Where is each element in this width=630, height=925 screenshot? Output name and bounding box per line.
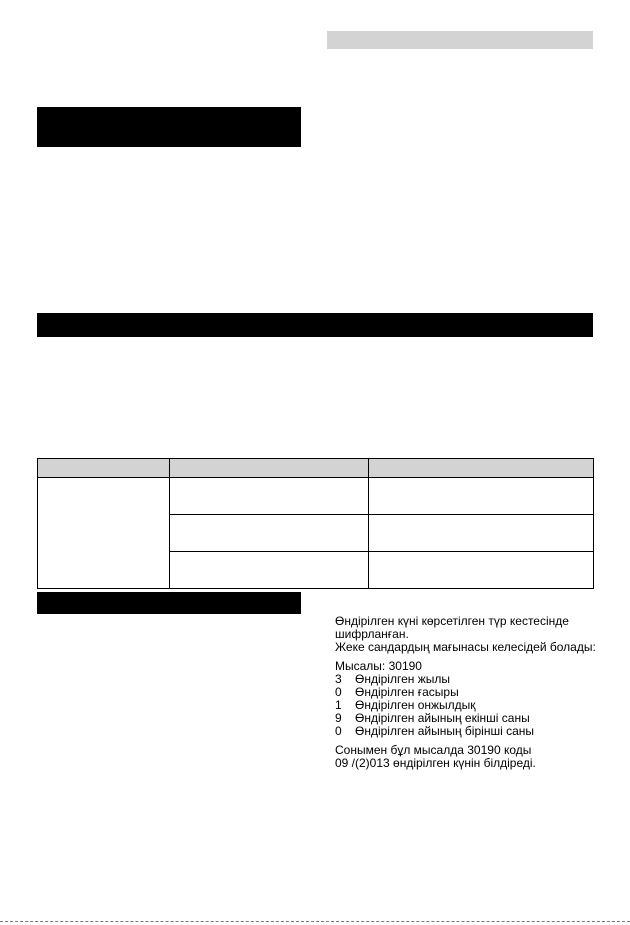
list-item-number: 9 [335,711,342,725]
table-header-cell [170,459,369,478]
list-item-label: Өндірілген онжылдық [355,698,476,712]
table-cell [369,552,594,589]
list-item-label: Өндірілген айының бірінші саны [355,724,534,738]
header-gray-bar [327,31,593,49]
redacted-heading-block [37,592,301,614]
page-cut-line [0,921,630,922]
table-header-cell [369,459,594,478]
conclusion-line: 09 /(2)013 өндірілген күнін білдіреді. [335,756,536,770]
list-item-label: Өндірілген ғасыры [355,685,459,699]
date-code-explanation [335,615,597,770]
table-cell [170,552,369,589]
list-item-number: 3 [335,672,342,686]
list-item-number: 1 [335,698,342,712]
list-item-number: 0 [335,724,342,738]
table-cell [369,478,594,515]
table-row [38,478,594,515]
table-cell [170,478,369,515]
data-table [37,458,594,589]
intro-line: Өндірілген күні көрсетілген түр кестесінде [335,614,569,628]
example-label: Мысалы: 30190 [335,659,422,673]
redacted-heading-block [37,107,301,147]
table-cell [369,515,594,552]
list-item-label: Өндірілген айының екінші саны [355,711,530,725]
list-item [335,725,597,738]
table-merged-cell [38,478,170,589]
redacted-section-banner [37,313,593,337]
list-item-number: 0 [335,685,342,699]
conclusion-line: Сонымен бұл мысалда 30190 коды [335,743,532,757]
table-header-row [38,459,594,478]
intro-line: шифрланған. [335,627,409,641]
list-item-label: Өндірілген жылы [355,672,450,686]
table-cell [170,515,369,552]
intro-line: Жеке сандардың мағынасы келесідей болады: [335,640,596,654]
table-header-cell [38,459,170,478]
